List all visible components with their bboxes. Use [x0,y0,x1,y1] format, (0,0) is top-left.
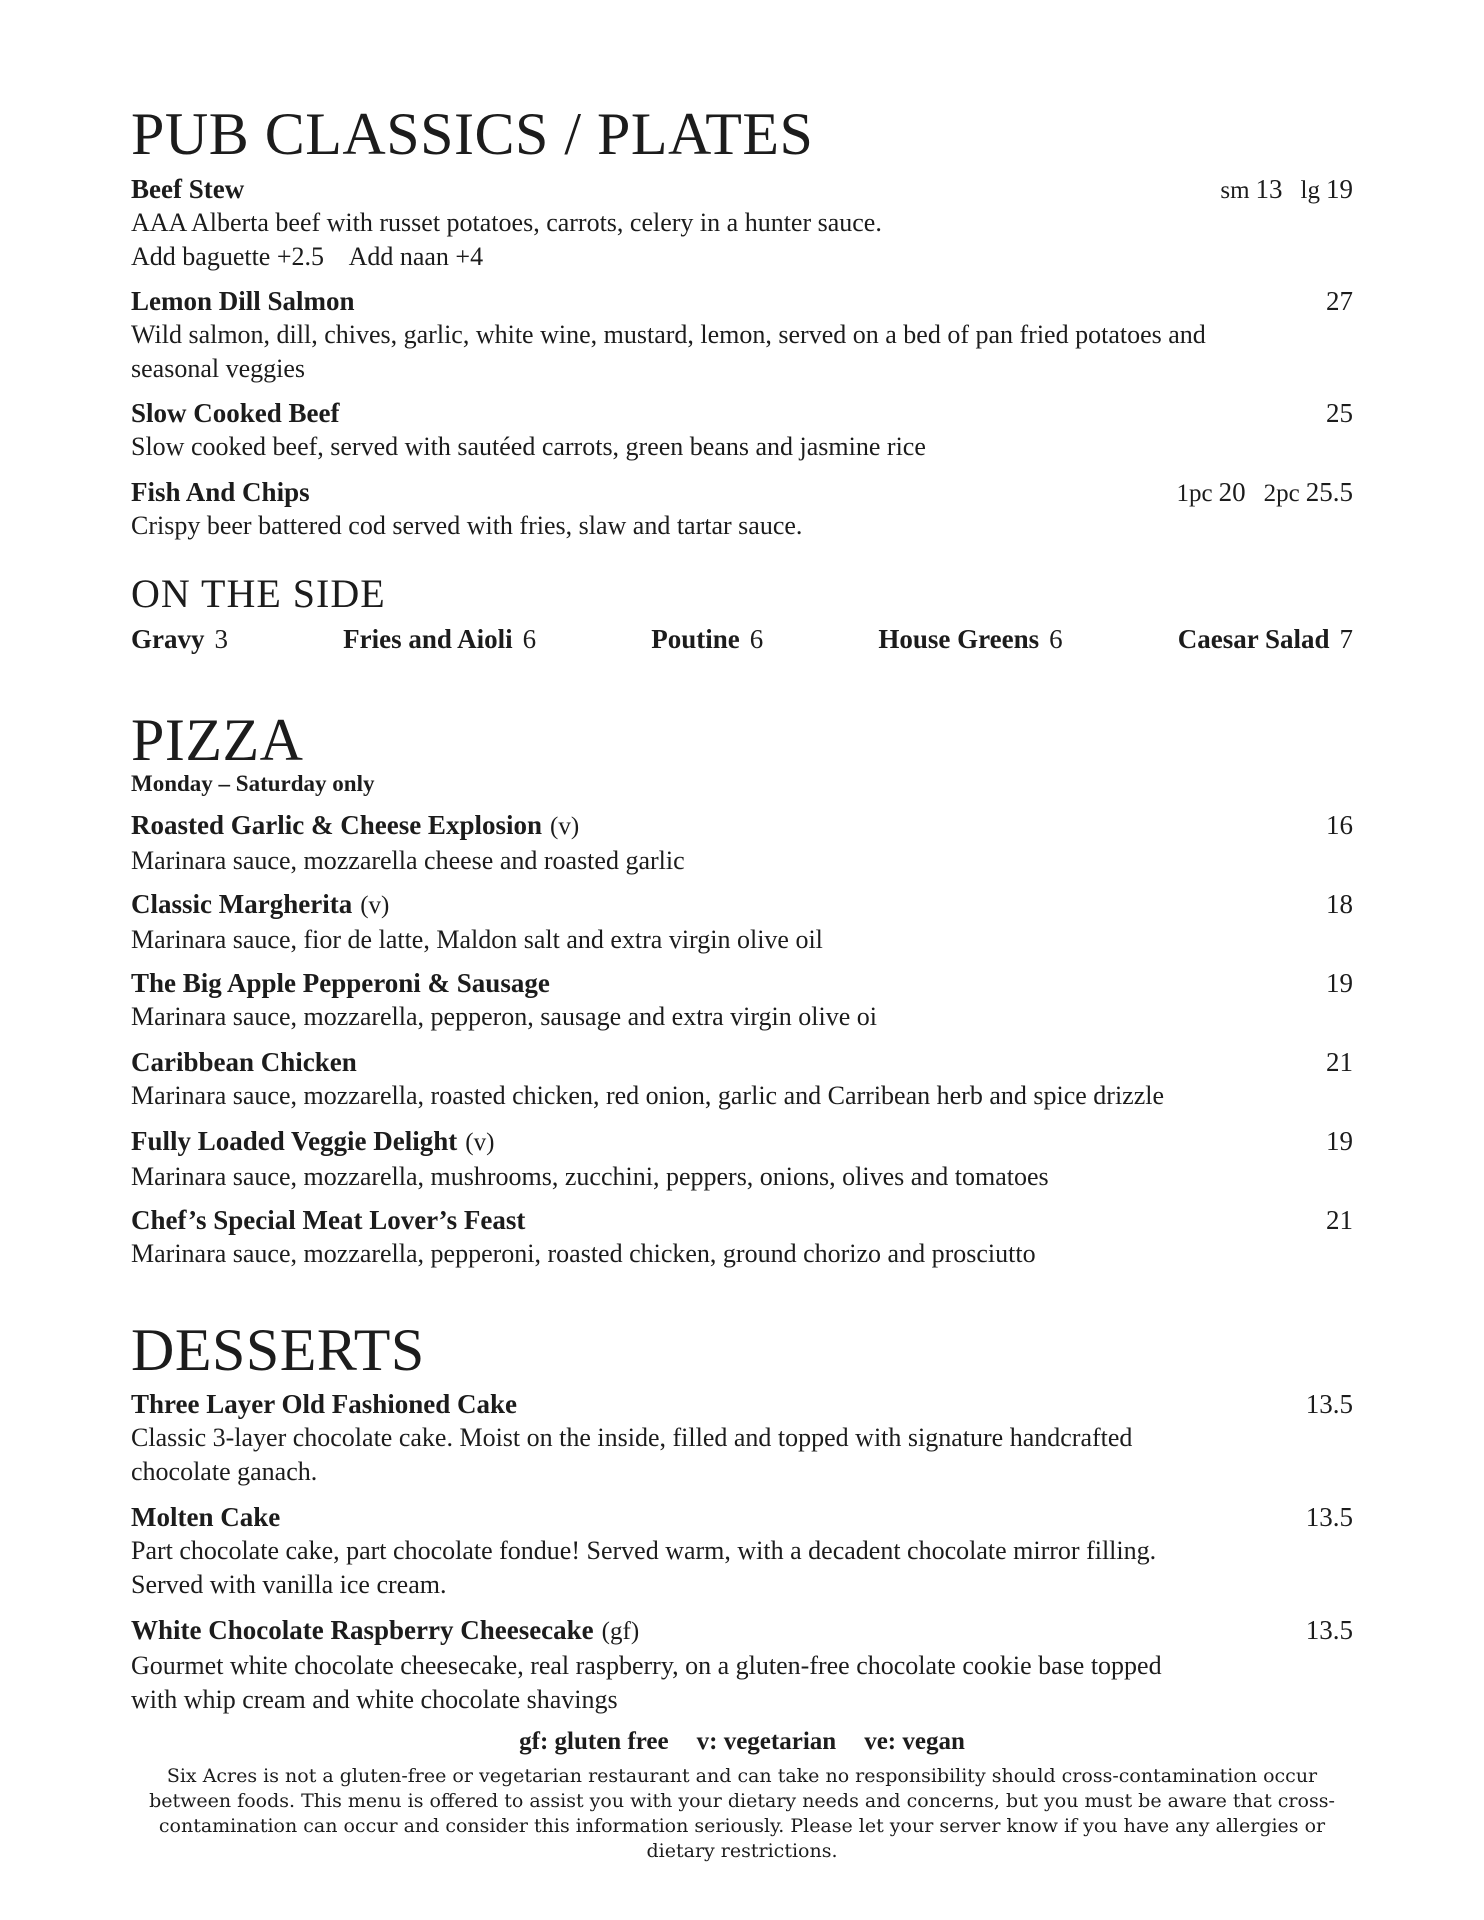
price-size-label: sm [1220,177,1250,204]
item-addons: Add baguette +2.5 Add naan +4 [131,242,484,271]
item-description: Part chocolate cake, part chocolate fondue! Served warm, with a decadent chocolate mirror filling. Served with vanilla ice cream. [131,1536,1157,1599]
item-name: Roasted Garlic & Cheese Explosion (v) [131,810,580,840]
price-value: 13 [1255,174,1283,204]
item-name: Molten Cake [131,1502,281,1532]
item-description: Marinara sauce, mozzarella cheese and roasted garlic [131,846,685,875]
item-name: Chef’s Special Meat Lover’s Feast [131,1205,526,1235]
legend-v: v: vegetarian [696,1728,837,1755]
menu-item-dessert [131,1387,1353,1489]
diet-tag: (v) [465,1129,495,1156]
item-name: Classic Margherita (v) [131,889,390,919]
item-description: Marinara sauce, fior de latte, Maldon salt and extra virgin olive oil [131,925,823,954]
item-price: 25 [1326,398,1353,428]
item-price: 13.5 [1305,1615,1353,1645]
side-item: Fries and Aioli 6 [343,624,537,654]
item-price: 19 [1326,968,1353,998]
diet-tag: (v) [360,892,390,919]
menu-item-beef-stew [131,172,1353,274]
item-description: Wild salmon, dill, chives, garlic, white wine, mustard, lemon, served on a bed of pan fried potatoes and seasonal veggies [131,320,1206,383]
side-item: Poutine 6 [651,624,764,654]
menu-item-pizza [131,1203,1353,1271]
item-name: Three Layer Old Fashioned Cake [131,1389,518,1419]
item-description: Gourmet white chocolate cheesecake, real raspberry, on a gluten-free chocolate cookie base topped with whip cream and white chocolate shavings [131,1651,1162,1714]
item-price: 21 [1326,1047,1353,1077]
item-name: Slow Cooked Beef [131,398,340,428]
item-price: 13.5 [1305,1502,1353,1532]
legend-ve: ve: vegan [864,1728,965,1755]
price-size-label: 1pc [1176,480,1213,507]
menu-item-pizza [131,1124,1353,1194]
menu-item-dessert [131,1613,1353,1717]
price-value: 20 [1218,477,1246,507]
menu-item-pizza [131,1045,1353,1113]
item-price: 19 [1326,1126,1353,1156]
price-size-label: lg [1300,177,1320,204]
item-name: Fully Loaded Veggie Delight (v) [131,1126,495,1156]
menu-item-fish-and-chips [131,475,1353,543]
item-name: Beef Stew [131,174,245,204]
item-description: Marinara sauce, mozzarella, roasted chicken, red onion, garlic and Carribean herb and spice drizzle [131,1081,1165,1110]
menu-item-dessert [131,1500,1353,1602]
item-name: Fish And Chips [131,477,310,507]
item-description: Marinara sauce, mozzarella, pepperoni, roasted chicken, ground chorizo and prosciutto [131,1239,1036,1268]
price-value: 19 [1326,174,1353,204]
menu-item-pizza [131,808,1353,878]
diet-tag: (v) [550,813,580,840]
section-title-pub: PUB CLASSICS / PLATES [131,101,814,167]
menu-item-lemon-dill-salmon [131,284,1353,386]
item-price: 16 [1326,810,1353,840]
price-value: 25.5 [1305,477,1353,507]
item-name: The Big Apple Pepperoni & Sausage [131,968,550,998]
menu-item-slow-cooked-beef [131,396,1353,464]
item-description: Marinara sauce, mozzarella, pepperon, sausage and extra virgin olive oi [131,1002,877,1031]
item-price [1177,475,1353,511]
item-description: Crispy beer battered cod served with fries, slaw and tartar sauce. [131,511,803,540]
menu-item-pizza [131,887,1353,957]
price-size-label: 2pc [1263,480,1300,507]
allergy-disclaimer: Six Acres is not a gluten-free or vegetarian restaurant and can take no responsibility should cross-contamination occur between foods. This menu is offered to assist you with your dietary needs and concerns, but you must be aware that cross-contamination can occur and consider this information seriously. Please let your server know if you have any allergies or dietary restrictions. [149,1765,1335,1862]
item-description: Marinara sauce, mozzarella, mushrooms, zucchini, peppers, onions, olives and tomatoes [131,1162,1049,1191]
diet-tag: (gf) [601,1618,640,1645]
item-description: Slow cooked beef, served with sautéed carrots, green beans and jasmine rice [131,432,926,461]
side-item: Gravy 3 [131,624,228,654]
section-title-side: ON THE SIDE [131,571,386,616]
item-price: 13.5 [1305,1389,1353,1419]
section-title-pizza: PIZZA [131,707,304,773]
side-item: House Greens 6 [878,624,1063,654]
item-price [1220,172,1353,208]
pizza-availability: Monday – Saturday only [131,771,375,796]
side-list [131,622,1353,656]
diet-legend [131,1726,1353,1758]
side-item: Caesar Salad 7 [1177,624,1353,654]
item-name: White Chocolate Raspberry Cheesecake (gf) [131,1615,640,1645]
item-price: 27 [1326,286,1353,316]
item-price: 18 [1326,889,1353,919]
item-name: Lemon Dill Salmon [131,286,355,316]
item-description: Classic 3-layer chocolate cake. Moist on the inside, filled and topped with signature handcrafted chocolate ganach. [131,1423,1133,1486]
section-title-desserts: DESSERTS [131,1317,425,1383]
legend-gf: gf: gluten free [519,1728,669,1755]
item-description: AAA Alberta beef with russet potatoes, carrots, celery in a hunter sauce. [131,208,882,237]
item-price: 21 [1326,1205,1353,1235]
menu-item-pizza [131,966,1353,1034]
item-name: Caribbean Chicken [131,1047,357,1077]
